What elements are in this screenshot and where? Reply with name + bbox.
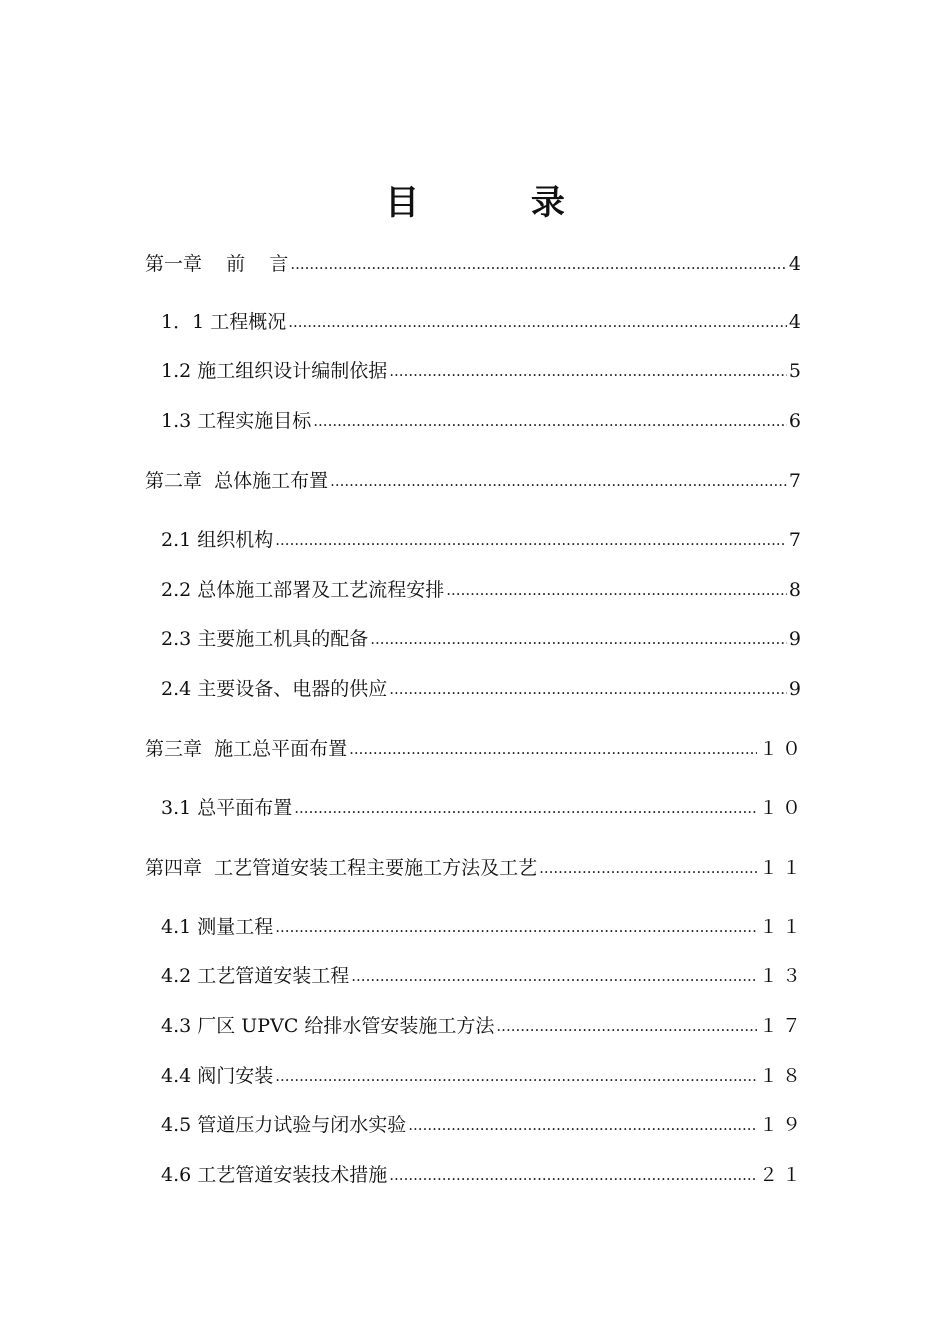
toc-leader-dots: [408, 1116, 757, 1134]
toc-leader-dots: [330, 472, 787, 490]
toc-leader-dots: [389, 362, 787, 380]
toc-entry[interactable]: [161, 1109, 805, 1137]
toc-entry-label: 第四章 工艺管道安装工程主要施工方法及工艺: [145, 857, 538, 879]
toc-entry-label: 4.4 阀门安装: [161, 1065, 274, 1087]
toc-entry[interactable]: [161, 1010, 805, 1038]
toc-leader-dots: [290, 255, 787, 273]
toc-entry-page: １０: [758, 797, 805, 819]
toc-entry-page: １０: [758, 738, 805, 760]
toc-entry[interactable]: [161, 306, 805, 334]
toc-entry-page: 8: [788, 579, 805, 601]
toc-entry[interactable]: [145, 248, 805, 276]
toc-leader-dots: [370, 630, 787, 648]
toc-entry-page: 7: [788, 529, 805, 551]
toc-entry-page: １３: [758, 965, 805, 987]
toc-entry[interactable]: [161, 524, 805, 552]
toc-entry-page: １９: [758, 1114, 805, 1136]
toc-entry-label: 4.1 测量工程: [161, 916, 274, 938]
toc-entry-page: ２１: [758, 1164, 805, 1186]
toc-entry[interactable]: [161, 355, 805, 383]
toc-entry[interactable]: [161, 405, 805, 433]
toc-entry[interactable]: [145, 465, 805, 493]
toc-entry-label: 4.2 工艺管道安装工程: [161, 965, 350, 987]
toc-leader-dots: [539, 859, 757, 877]
toc-leader-dots: [446, 581, 787, 599]
toc-entry-label: 1.3 工程实施目标: [161, 410, 312, 432]
toc-leader-dots: [313, 412, 787, 430]
toc-leader-dots: [389, 1166, 757, 1184]
toc-entry[interactable]: [161, 623, 805, 651]
toc-leader-dots: [351, 967, 757, 985]
toc-entry-label: 4.3 厂区 UPVC 给排水管安装施工方法: [161, 1015, 495, 1037]
toc-entry-page: 7: [788, 470, 805, 492]
toc-entry-page: 5: [788, 360, 805, 382]
toc-title: 目 录: [385, 183, 615, 223]
toc-entry[interactable]: [161, 960, 805, 988]
toc-leader-dots: [275, 531, 787, 549]
toc-entry-label: 第三章 施工总平面布置: [145, 738, 348, 760]
toc-entry-page: 4: [788, 311, 805, 333]
toc-entry-page: １１: [758, 857, 805, 879]
toc-entry-label: 1．1 工程概况: [161, 311, 287, 333]
toc-leader-dots: [275, 918, 757, 936]
toc-leader-dots: [496, 1017, 757, 1035]
toc-entry-page: １８: [758, 1065, 805, 1087]
toc-entry-label: 第二章 总体施工布置: [145, 470, 329, 492]
toc-entry[interactable]: [145, 852, 805, 880]
toc-entry-label: 3.1 总平面布置: [161, 797, 293, 819]
toc-entry-label: 4.5 管道压力试验与闭水实验: [161, 1114, 407, 1136]
toc-leader-dots: [294, 799, 757, 817]
toc-entry[interactable]: [145, 733, 805, 761]
toc-entry-label: 4.6 工艺管道安装技术措施: [161, 1164, 388, 1186]
toc-entry-page: １１: [758, 916, 805, 938]
toc-leader-dots: [389, 680, 787, 698]
toc-entry-label: 2.4 主要设备、电器的供应: [161, 678, 388, 700]
toc-entry-label: 第一章 前 言: [145, 253, 289, 275]
toc-leader-dots: [288, 313, 787, 331]
toc-leader-dots: [275, 1067, 757, 1085]
toc-entry[interactable]: [161, 792, 805, 820]
toc-entry-page: 4: [788, 253, 805, 275]
toc-entry[interactable]: [161, 673, 805, 701]
toc-entry[interactable]: [161, 1159, 805, 1187]
toc-entry[interactable]: [161, 1060, 805, 1088]
toc-leader-dots: [349, 740, 757, 758]
toc-entry-label: 2.3 主要施工机具的配备: [161, 628, 369, 650]
toc-entry-label: 1.2 施工组织设计编制依据: [161, 360, 388, 382]
toc-entry[interactable]: [161, 574, 805, 602]
toc-entry-page: １７: [758, 1015, 805, 1037]
toc-entry[interactable]: [161, 911, 805, 939]
toc-entry-page: 9: [788, 678, 805, 700]
toc-entry-page: 6: [788, 410, 805, 432]
toc-entry-label: 2.1 组织机构: [161, 529, 274, 551]
toc-entry-label: 2.2 总体施工部署及工艺流程安排: [161, 579, 445, 601]
toc-entry-page: 9: [788, 628, 805, 650]
